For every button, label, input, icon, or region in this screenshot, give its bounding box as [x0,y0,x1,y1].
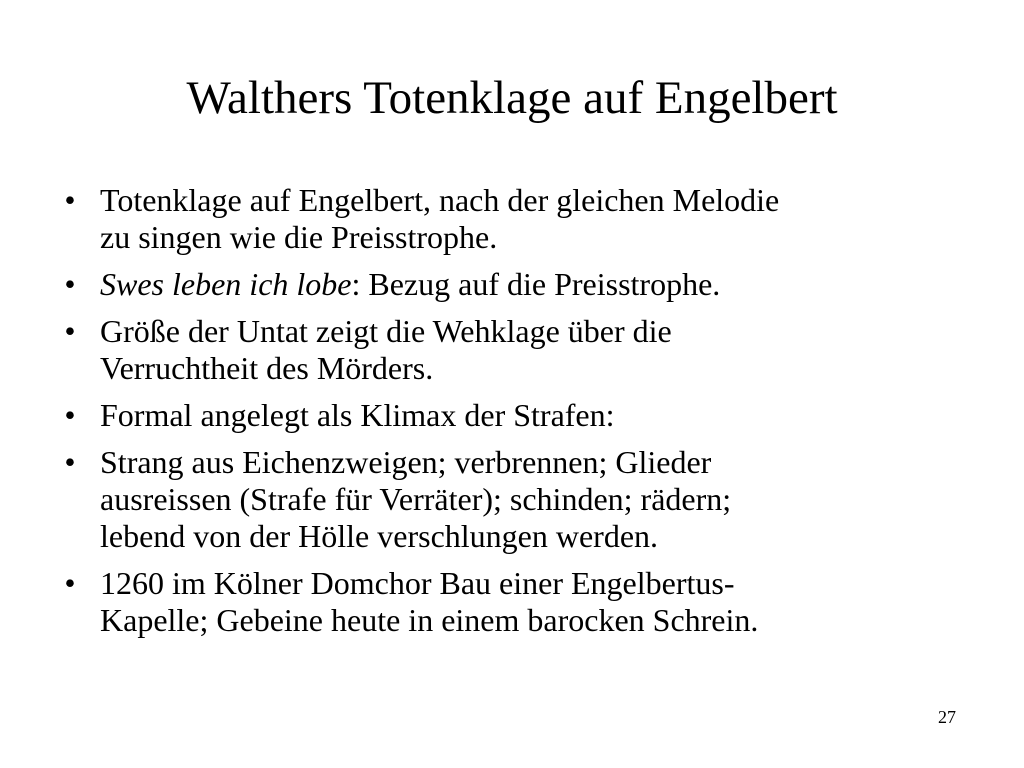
bullet-icon: • [64,444,76,480]
bullet-text-line: Formal angelegt als Klimax der Strafen: [100,397,615,433]
bullet-item-melody [58,182,958,256]
bullet-item-swes-leben [58,266,958,303]
bullet-text-line: 1260 im Kölner Domchor Bau einer Engelbertus- [100,565,735,601]
bullet-text-line: Totenklage auf Engelbert, nach der gleichen Melodie [100,182,780,218]
bullet-text-line: Größe der Untat zeigt die Wehklage über die [100,313,672,349]
bullet-icon: • [64,182,76,218]
bullet-text-line: zu singen wie die Preisstrophe. [100,219,498,255]
bullet-icon: • [64,565,76,601]
bullet-item-untat [58,313,958,387]
bullet-item-kapelle [58,565,958,639]
bullet-icon: • [64,313,76,349]
slide-title: Walthers Totenklage auf Engelbert [186,72,838,124]
bullet-text-rest: : Bezug auf die Preisstrophe. [351,266,721,302]
italic-quote: Swes leben ich lobe [100,266,352,302]
bullet-item-klimax [58,397,958,434]
bullet-text-line: Kapelle; Gebeine heute in einem barocken Schrein. [100,602,759,638]
bullet-icon: • [64,266,76,302]
bullet-text-line: ausreissen (Strafe für Verräter); schinden; rädern; [100,481,732,517]
bullet-text-line: lebend von der Hölle verschlungen werden. [100,518,659,554]
bullet-text-line: Strang aus Eichenzweigen; verbrennen; Glieder [100,444,712,480]
bullet-item-strafen [58,444,958,555]
bullet-list [58,182,958,649]
bullet-icon: • [64,397,76,433]
page-number: 27 [938,707,956,727]
bullet-text-line: Verruchtheit des Mörders. [100,350,434,386]
